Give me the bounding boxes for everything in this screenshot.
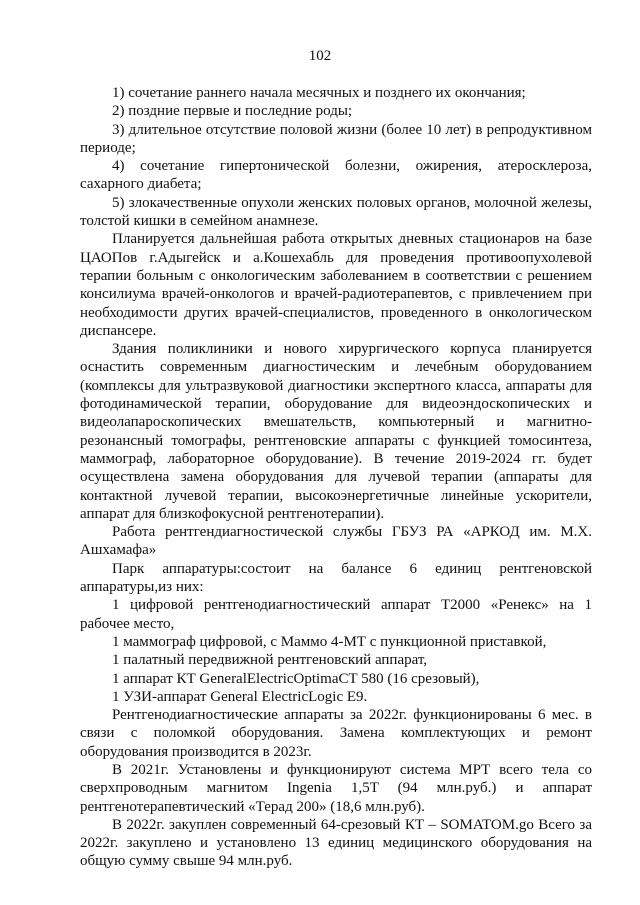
document-body: [80, 84, 592, 871]
equipment-item-5: 1 УЗИ-аппарат General ElectricLogic E9.: [112, 688, 368, 705]
page-number: 102: [308, 48, 332, 64]
risk-factor-5: 5) злокачественные опухоли женских половых органов, молочной железы, толстой кишки в семейном анамнезе.: [80, 194, 592, 230]
paragraph-equipment-status-2022: Рентгенодиагностические аппараты за 2022г. функционированы 6 мес. в связи с поломкой оборудования. Замена комплектующих и ремонт оборудования производится в 2023г.: [80, 707, 592, 760]
paragraph-equipment-plan: Здания поликлиники и нового хирургического корпуса планируется оснастить современным диагностическим и лечебным оборудованием (комплексы для ультразвуковой диагностики экспертного класса, аппараты для фотодинамической терапии, оборудование для видеоэндоскопических и видеолапароскопических вмешательств, компьютерный и магнитно-резонансный томографы, рентгеновские аппараты с функцией томосинтеза, маммограф, лабораторное оборудование). В течение 2019-2024 гг. будет осуществлена замена оборудования для лучевой терапии (аппараты для контактной лучевой терапии, высокоэнергетичные линейные ускорители, аппарат для близкофокусной рентгенотерапии).: [80, 341, 592, 522]
equipment-item-1: 1 цифровой рентгенодиагностический аппарат Т2000 «Ренекс» на 1 рабочее место,: [80, 597, 592, 632]
equipment-item-4: 1 аппарат КТ GeneralElectricOptimaCT 580 (16 срезовый),: [112, 670, 480, 687]
risk-factor-1: 1) сочетание раннего начала месячных и позднего их окончания;: [112, 85, 526, 101]
equipment-item-3: 1 палатный передвижной рентгеновский аппарат,: [112, 652, 428, 669]
equipment-item-2: 1 маммограф цифровой, с Маммо 4-МТ с пункционной приставкой,: [112, 633, 547, 650]
paragraph-day-hospitals: Планируется дальнейшая работа открытых дневных стационаров на базе ЦАОПов г.Адыгейск и а.Кошехабль для проведения противоопухолевой терапии больным с онкологическим заболеванием в соответствии с решением консилиума врачей-онкологов и врачей-радиотерапевтов, с привлечением при необходимости других врачей-специалистов, проведенного в онкологическом диспансере.: [80, 231, 592, 339]
paragraph-installations-2021: В 2021г. Установлены и функционируют система МРТ всего тела со сверхпроводным магнитом Ingenia 1,5T (94 млн.руб.) и аппарат рентгенотерапевтический «Терад 200» (18,6 млн.руб).: [80, 761, 592, 815]
paragraph-xray-service-heading: Работа рентгендиагностической службы ГБУЗ РА «АРКОД им. М.Х. Ашхамафа»: [80, 524, 592, 559]
paragraph-purchases-2022: В 2022г. закуплен современный 64-срезовый КТ – SOMATOM.go Всего за 2022г. закуплено и установлено 13 единиц медицинского оборудования на общую сумму свыше 94 млн.руб.: [80, 816, 592, 870]
paragraph-equipment-park: Парк аппаратуры:состоит на балансе 6 единиц рентгеновской аппаратуры,из них:: [80, 560, 592, 596]
risk-factor-4: 4) сочетание гипертонической болезни, ожирения, атеросклероза, сахарного диабета;: [80, 158, 592, 193]
risk-factor-2: 2) поздние первые и последние роды;: [112, 103, 353, 120]
risk-factor-3: 3) длительное отсутствие половой жизни (более 10 лет) в репродуктивном периоде;: [80, 121, 592, 156]
